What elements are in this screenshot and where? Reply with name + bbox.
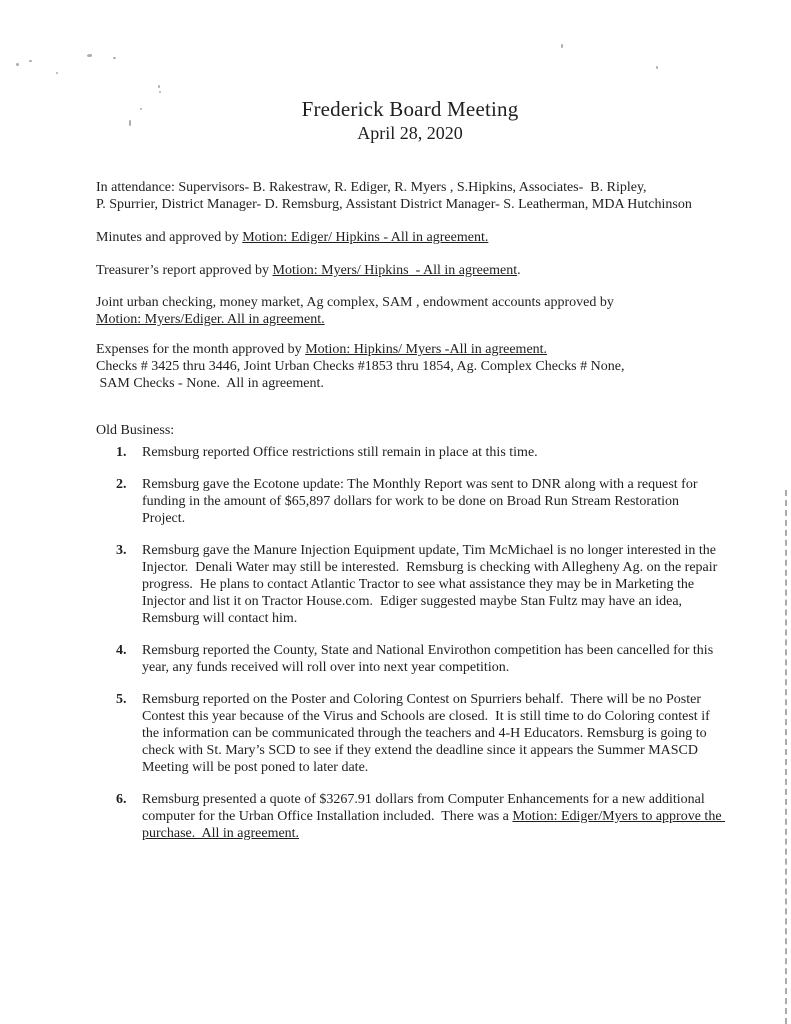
list-item [116,691,724,776]
list-item [116,542,724,627]
treasurer-motion-prefix: Treasurer’s report approved by [96,263,273,278]
minutes-motion-prefix: Minutes and approved by [96,230,243,245]
list-item-number: 6. [116,792,127,807]
list-item-text: Remsburg gave the Ecotone update: The Monthly Report was sent to DNR along with a request for funding in the amount of $65,897 dollars for work to be done on Broad Run Stream Restoration Project. [142,477,701,526]
list-item-number: 4. [116,643,127,658]
expenses-sam-line: SAM Checks - None. All in agreement. [96,376,324,391]
list-item-text: Remsburg gave the Manure Injection Equipment update, Tim McMichael is no longer interested in the Injector. Denali Water may still be interested. Remsburg is checking with Allegheny Ag. on the repair progress. He plans to contact Atlantic Tractor to see what assistance they may be in Marketing the Injector and list it on Tractor House.com. Ediger suggested maybe Stan Fultz may have an idea, Remsburg will contact him. [142,543,721,626]
list-item-number: 5. [116,692,127,707]
document-date: April 28, 2020 [357,123,463,143]
expenses-motion-prefix: Expenses for the month approved by [96,342,306,357]
minutes-motion-underlined: Motion: Ediger/ Hipkins - All in agreement. [242,230,489,245]
minutes-motion-paragraph [96,229,724,246]
list-item-number: 1. [116,445,127,460]
list-item-motion-underlined: Motion: Ediger/Myers to approve the purchase. All in agreement. [142,809,726,841]
list-item [116,476,724,527]
list-item-text: Remsburg reported on the Poster and Coloring Contest on Spurriers behalf. There will be no Poster Contest this year because of the Virus and Schools are closed. It is still time to do Coloring contest if the information can be communicated through the teachers and 4-H Educators. Remsburg is going to check with St. Mary’s SCD to see if they extend the deadline since it appears the Summer MASCD Meeting will be post poned to later date. [142,692,714,775]
treasurer-motion-paragraph [96,262,724,279]
document-content [96,0,724,857]
treasurer-motion-underlined: Motion: Myers/ Hipkins - All in agreement [272,263,518,278]
attendance-line-1: In attendance: Supervisors- B. Rakestraw, R. Ediger, R. Myers , S.Hipkins, Associates- B. Ripley, [96,180,647,195]
scan-speck [29,60,32,62]
list-item-text: Remsburg reported the County, State and National Envirothon competition has been cancelled for this year, any funds received will roll over into next year competition. [142,643,717,675]
list-item-text [142,791,724,842]
attendance-paragraph [96,179,724,213]
document-header [96,97,724,144]
scan-speck [87,54,92,57]
accounts-line-1: Joint urban checking, money market, Ag complex, SAM , endowment accounts approved by [96,295,614,310]
treasurer-motion-suffix: . [517,263,521,278]
list-item-number: 2. [116,477,127,492]
document-title: Frederick Board Meeting [301,97,519,121]
old-business-heading: Old Business: [96,423,175,438]
scan-speck [56,72,58,74]
list-item-number: 3. [116,543,127,558]
list-item [116,444,724,461]
list-item [116,791,724,842]
old-business-list [96,444,724,842]
list-item-text-prefix: Remsburg presented a quote of $3267.91 dollars from Computer Enhancements for a new additional computer for the Urban Office Installation included. There was a [142,792,709,824]
list-item-text: Remsburg reported Office restrictions still remain in place at this time. [142,445,538,460]
expenses-motion-underlined: Motion: Hipkins/ Myers -All in agreement. [305,342,548,357]
scan-speck [16,63,19,66]
accounts-motion-underlined: Motion: Myers/Ediger. All in agreement. [96,312,325,327]
accounts-motion-paragraph [96,294,724,328]
expenses-checks-line: Checks # 3425 thru 3446, Joint Urban Checks #1853 thru 1854, Ag. Complex Checks # None, [96,359,625,374]
scan-edge-artifact [785,490,787,1024]
expenses-motion-paragraph [96,341,724,392]
list-item [116,642,724,676]
attendance-line-2: P. Spurrier, District Manager- D. Remsburg, Assistant District Manager- S. Leatherman, MDA Hutchinson [96,197,692,212]
